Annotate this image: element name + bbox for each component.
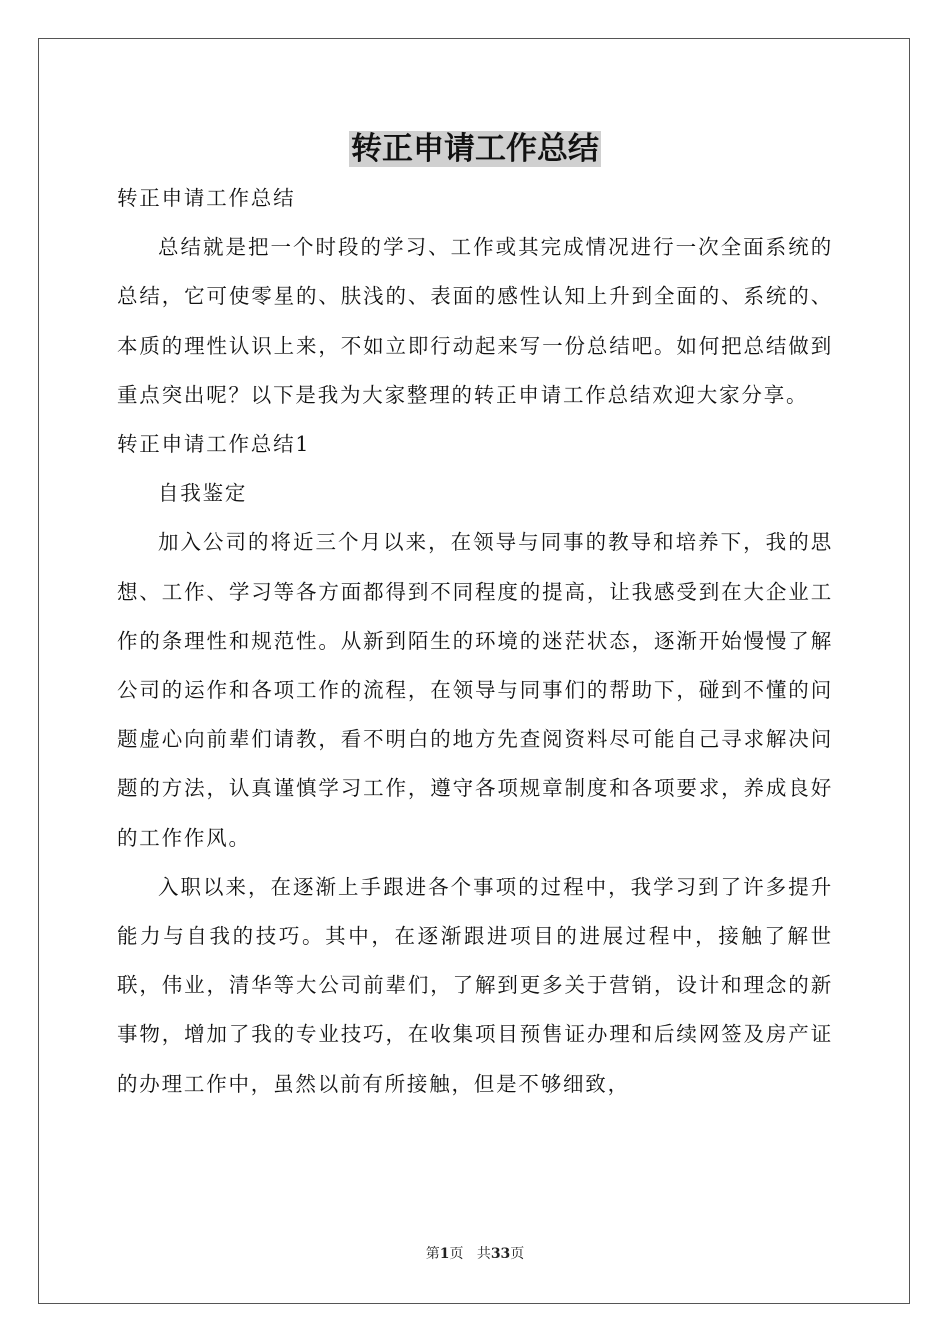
paragraph-body-2: 入职以来，在逐渐上手跟进各个事项的过程中，我学习到了许多提升能力与自我的技巧。其中，在逐渐跟进项目的进展过程中，接触了解世联，伟业，清华等大公司前辈们，了解到更多关于营销，设计和理念的新事物，增加了我的专业技巧，在收集项目预售证办理和后续网签及房产证的办理工作中，虽然以前有所接触，但是不够细致， (117, 874, 833, 1096)
footer-page-number: 1 (439, 1246, 450, 1262)
footer-page-prefix: 第 (425, 1246, 440, 1262)
document-title (0, 127, 950, 171)
page-footer (0, 1244, 950, 1264)
paragraph-section-heading: 转正申请工作总结1 (117, 432, 311, 457)
footer-total-prefix: 共 (476, 1246, 491, 1262)
document-title-text: 转正申请工作总结 (351, 131, 599, 167)
footer-total-pages: 33 (490, 1246, 511, 1262)
paragraph-body-1: 加入公司的将近三个月以来，在领导与同事的教导和培养下，我的思想、工作、学习等各方面都得到不同程度的提高，让我感受到在大企业工作的条理性和规范性。从新到陌生的环境的迷茫状态，逐渐开始慢慢了解公司的运作和各项工作的流程，在领导与同事们的帮助下，碰到不懂的问题虚心向前辈们请教，看不明白的地方先查阅资料尽可能自己寻求解决问题的方法，认真谨慎学习工作，遵守各项规章制度和各项要求，养成良好的工作作风。 (117, 530, 833, 850)
footer-page-suffix: 页 (449, 1246, 464, 1262)
paragraph-self-assessment-heading: 自我鉴定 (158, 481, 248, 506)
footer-total-suffix: 页 (510, 1246, 525, 1262)
paragraph-intro: 总结就是把一个时段的学习、工作或其完成情况进行一次全面系统的总结，它可使零星的、肤浅的、表面的感性认知上升到全面的、系统的、本质的理性认识上来，不如立即行动起来写一份总结吧。如何把总结做到重点突出呢？以下是我为大家整理的转正申请工作总结欢迎大家分享。 (117, 235, 833, 407)
paragraph-subtitle: 转正申请工作总结 (117, 186, 296, 210)
document-body (117, 174, 833, 1109)
